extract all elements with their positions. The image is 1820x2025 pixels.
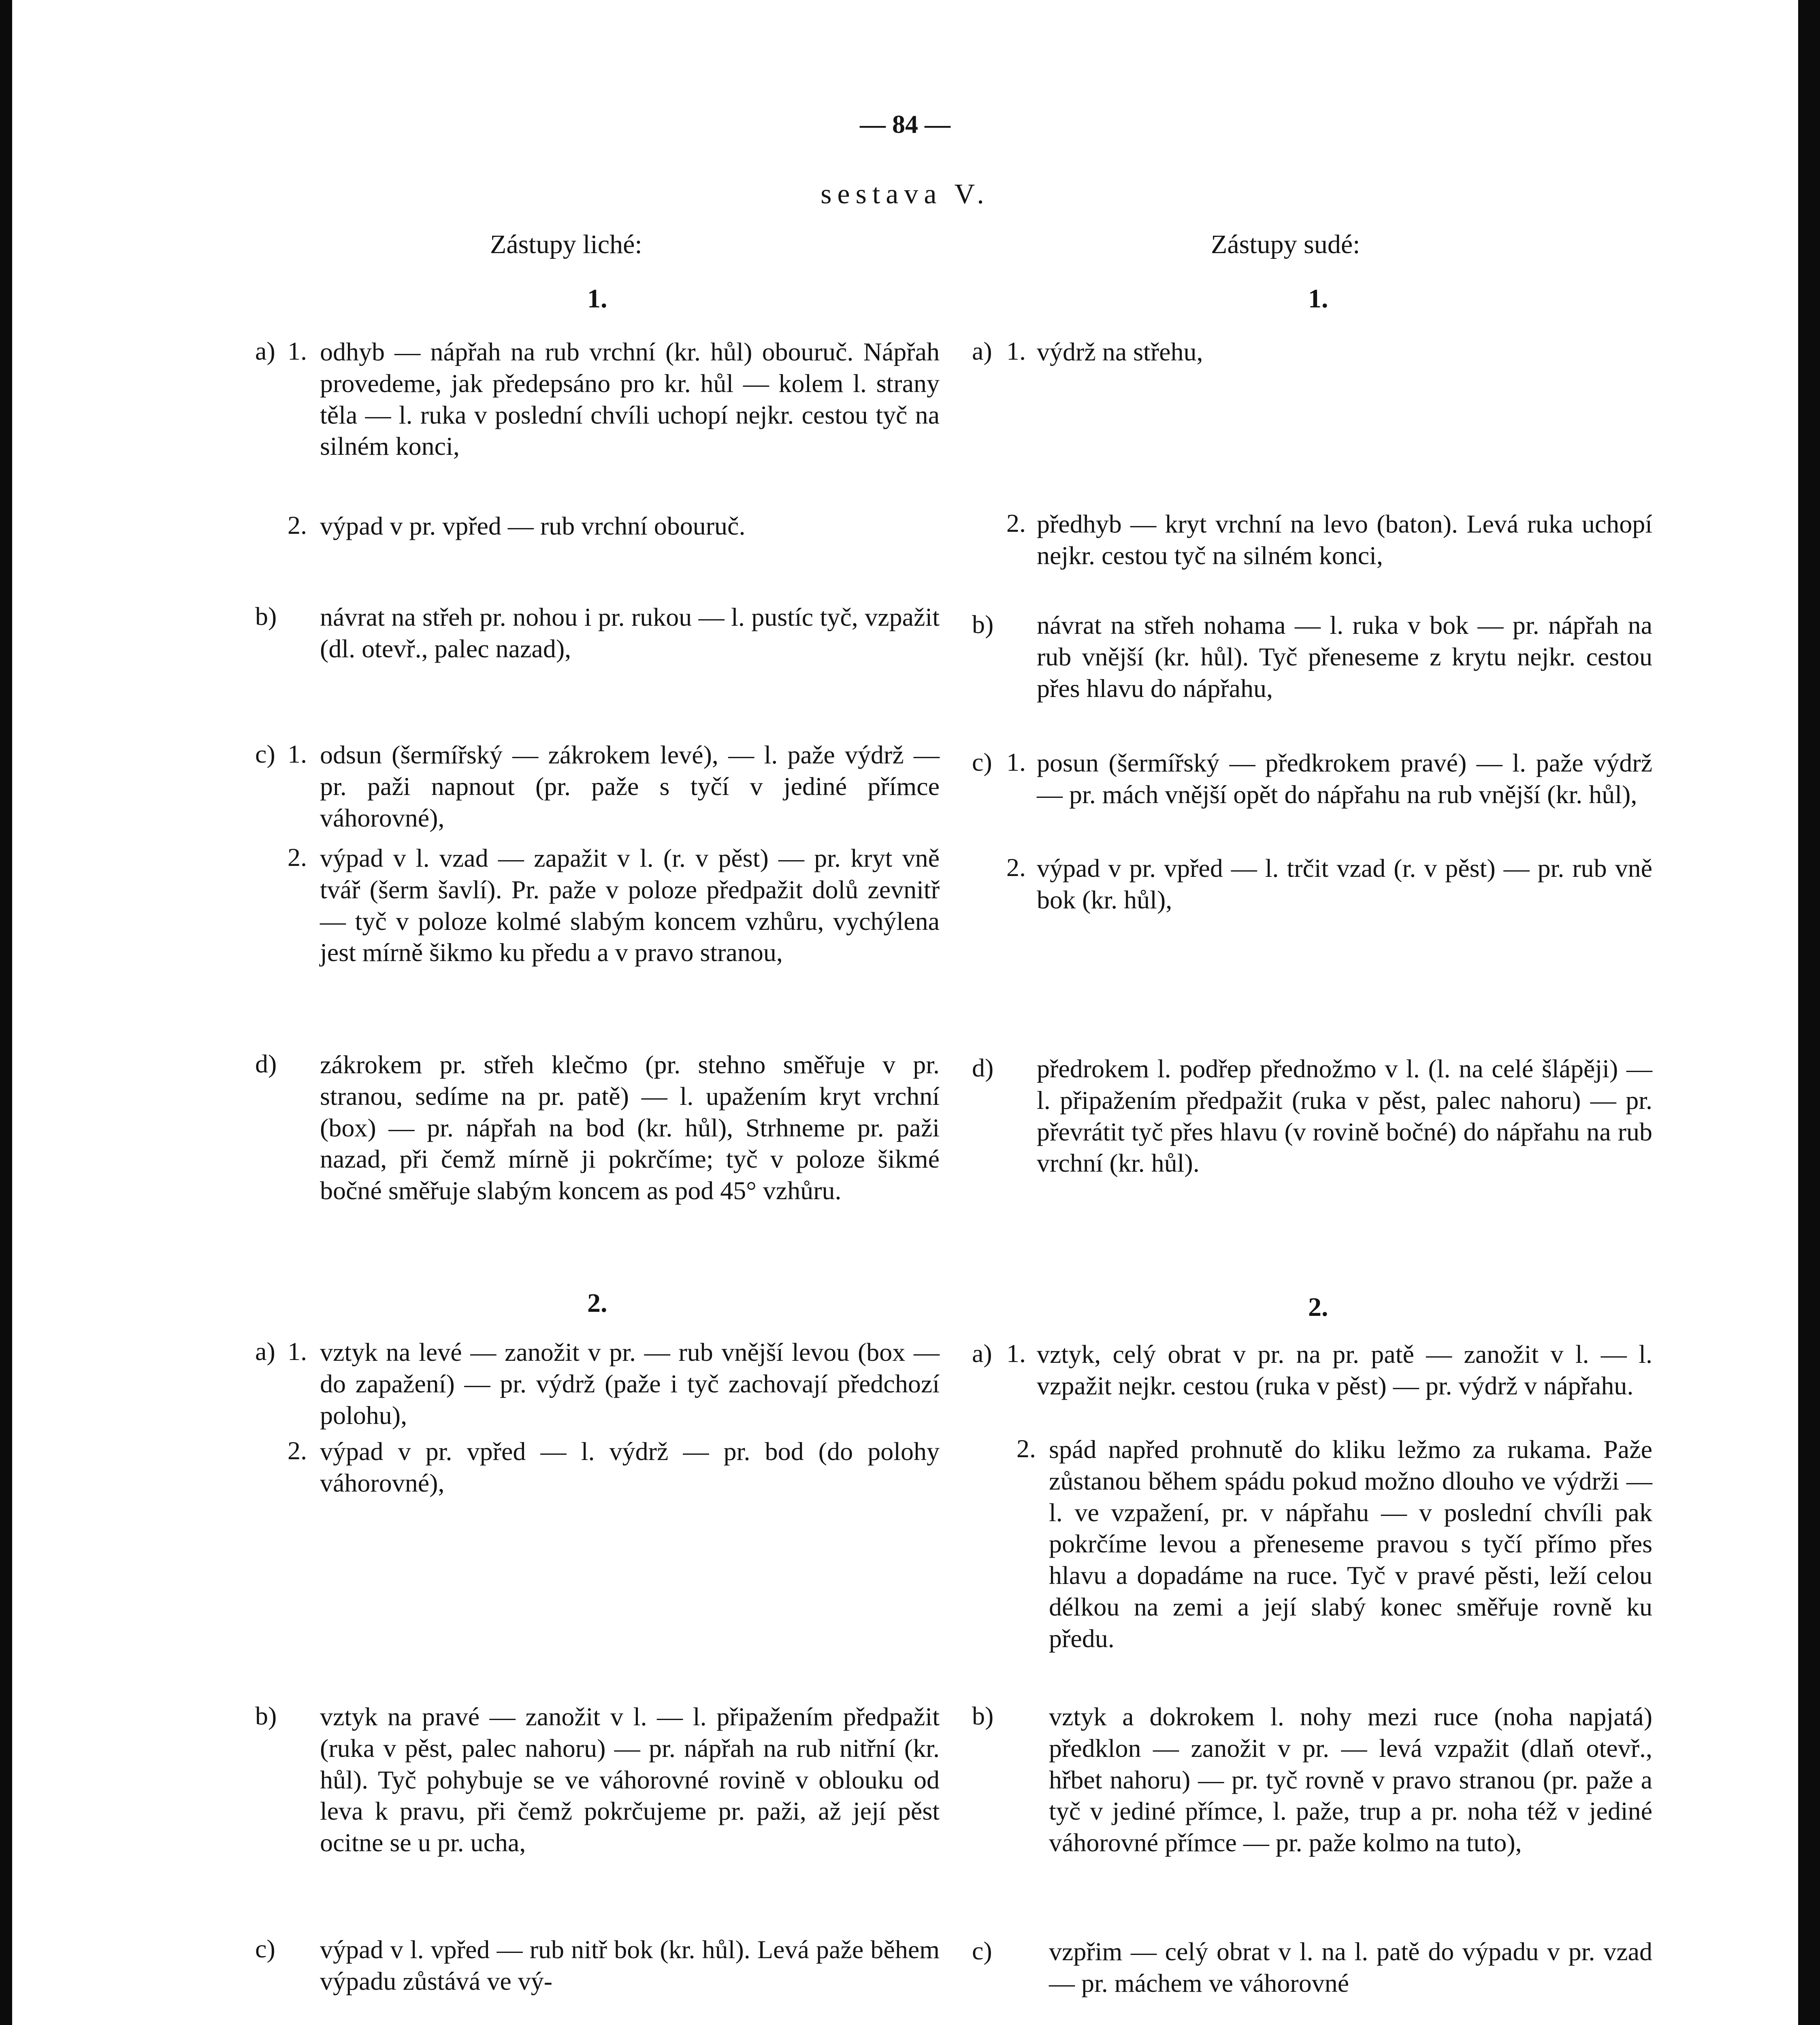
right-label-b: b) — [972, 610, 994, 639]
left-label-d: d) — [255, 1049, 277, 1078]
left-label-a: a) — [255, 337, 275, 365]
right-item-d: předrokem l. podřep přednožmo v l. (l. na celé šlápěji) — l. připažením předpažit (ruka v pěst, palec nahoru) — pr. převrátit tyč přes hlavu (v rovině bočné) do nápřahu na rub vrchní (kr. hůl). — [1037, 1054, 1652, 1178]
right-label-a: a) — [972, 337, 992, 365]
left-item-c2b: výpad v l. vpřed — rub nitř bok (kr. hůl). Levá paže během výpadu zůstává ve vý- — [320, 1935, 940, 1995]
right-num-a2: 2. — [1006, 509, 1026, 537]
right-label-c2: c) — [972, 1936, 992, 1965]
left-item-c1: odsun (šermířský — zákrokem levé), — l. paže výdrž — pr. paži napnout (pr. paže s tyčí v jediné přímce váhorovné), — [320, 740, 940, 832]
right-label-d: d) — [972, 1053, 994, 1082]
left-item-b: návrat na střeh pr. nohou i pr. rukou — l. pustíc tyč, vzpažit (dl. otevř., palec nazad), — [320, 603, 940, 663]
right-num-c1: 1. — [1006, 748, 1026, 776]
left-item-a2: výpad v pr. vpřed — rub vrchní obouruč. — [320, 512, 746, 540]
left-section-2-number: 2. — [587, 1288, 607, 1318]
page-title: sestava V. — [820, 179, 990, 210]
page-number: — 84 — — [860, 110, 950, 139]
left-num-a22: 2. — [288, 1436, 307, 1465]
left-item-a22: výpad v pr. vpřed — l. výdrž — pr. bod (do polohy váhorovné), — [320, 1437, 940, 1497]
left-label-b: b) — [255, 602, 277, 631]
right-column-heading: Zástupy sudé: — [1211, 230, 1360, 259]
left-label-c: c) — [255, 740, 275, 768]
left-num-c1: 1. — [288, 740, 307, 768]
right-section-2-number: 2. — [1308, 1292, 1328, 1322]
right-num-a22: 2. — [1017, 1434, 1036, 1463]
right-num-c2: 2. — [1006, 853, 1026, 882]
left-item-d: zákrokem pr. střeh klečmo (pr. stehno směřuje v pr. stranou, sedíme na pr. patě) — l. upažením kryt vrchní (box) — pr. nápřah na bod (kr. hůl), Strhneme pr. paži nazad, při čemž mírně ji pokrčíme; tyč v poloze šikmé bočné směřuje slabým koncem as pod 45° vzhůru. — [320, 1050, 940, 1205]
left-item-a21: vztyk na levé — zanožit v pr. — rub vnější levou (box — do zapažení) — pr. výdrž (paže i tyč zachovají předchozí polohu), — [320, 1338, 940, 1430]
left-item-b2: vztyk na pravé — zanožit v l. — l. připažením předpažit (ruka v pěst, palec nahoru) — pr. nápřah na rub nitřní (kr. hůl). Tyč pohybuje se ve váhorovné rovině v oblouku od leva k pravu, při čemž pokrčujeme pr. paži, až její pěst ocitne se u pr. ucha, — [320, 1702, 940, 1857]
right-label-b2: b) — [972, 1701, 994, 1730]
right-label-c: c) — [972, 748, 992, 776]
right-item-c2b: vzpřim — celý obrat v l. na l. patě do výpadu v pr. vzad — pr. máchem ve váhorovné — [1049, 1937, 1652, 1997]
left-label-b2: b) — [255, 1701, 277, 1730]
right-item-a21: vztyk, celý obrat v pr. na pr. patě — zanožit v l. — l. vzpažit nejkr. cestou (ruka v pěst) — pr. výdrž v nápřahu. — [1037, 1340, 1652, 1400]
right-num-a1: 1. — [1006, 337, 1026, 365]
left-label-c2: c) — [255, 1934, 275, 1963]
right-item-b2: vztyk a dokrokem l. nohy mezi ruce (noha napjatá) předklon — zanožit v pr. — levá vzpažit (dlaň otevř., hřbet nahoru) — pr. tyč rovně v pravo stranou (pr. paže a tyč v jediné přímce, l. paže, trup a pr. noha též v jediné váhorovné přímce — pr. paže kolmo na tuto), — [1049, 1702, 1652, 1857]
right-num-a21: 1. — [1006, 1339, 1026, 1368]
left-num-a2: 2. — [288, 511, 307, 539]
page — [12, 0, 1798, 2025]
left-column-heading: Zástupy liché: — [490, 230, 642, 259]
right-item-c2: výpad v pr. vpřed — l. trčit vzad (r. v pěst) — pr. rub vně bok (kr. hůl), — [1037, 854, 1652, 914]
left-num-a21: 1. — [288, 1337, 307, 1366]
left-item-c2: výpad v l. vzad — zapažit v l. (r. v pěst) — pr. kryt vně tvář (šerm šavlí). Pr. paže v poloze předpažit dolů zevnitř — tyč v poloze kolmé slabým koncem vzhůru, vychýlena jest mírně šikmo ku předu a v pravo stranou, — [320, 844, 940, 967]
left-item-a1: odhyb — nápřah na rub vrchní (kr. hůl) obouruč. Nápřah provedeme, jak předepsáno pro kr. hůl — kolem l. strany těla — l. ruka v poslední chvíli uchopí nejkr. cestou tyč na silném konci, — [320, 337, 940, 461]
right-item-a2: předhyb — kryt vrchní na levo (baton). Levá ruka uchopí nejkr. cestou tyč na silném konci, — [1037, 509, 1652, 570]
right-item-a1: výdrž na střehu, — [1037, 337, 1203, 366]
left-label-a2: a) — [255, 1337, 275, 1366]
left-num-c2: 2. — [288, 843, 307, 872]
right-item-b: návrat na střeh nohama — l. ruka v bok — pr. nápřah na rub vnější (kr. hůl). Tyč přeneseme z krytu nejkr. cestou přes hlavu do nápřahu, — [1037, 611, 1652, 703]
left-section-1-number: 1. — [587, 284, 607, 313]
right-item-c1: posun (šermířský — předkrokem pravé) — l. paže výdrž — pr. mách vnější opět do nápřahu na rub vnější (kr. hůl), — [1037, 748, 1652, 809]
left-num-a1: 1. — [288, 337, 307, 365]
right-section-1-number: 1. — [1308, 284, 1328, 313]
right-item-a22: spád napřed prohnutě do kliku ležmo za rukama. Paže zůstanou během spádu pokud možno dlouho ve výdrži — l. ve vzpažení, pr. v nápřahu — v poslední chvíli pak pokrčíme levou a přeneseme pravou s tyčí přímo přes hlavu a dopadáme na ruce. Tyč v pravé pěsti, leží celou délkou na zemi a její slabý konec směřuje rovně ku předu. — [1049, 1435, 1652, 1653]
right-label-a2: a) — [972, 1339, 992, 1368]
